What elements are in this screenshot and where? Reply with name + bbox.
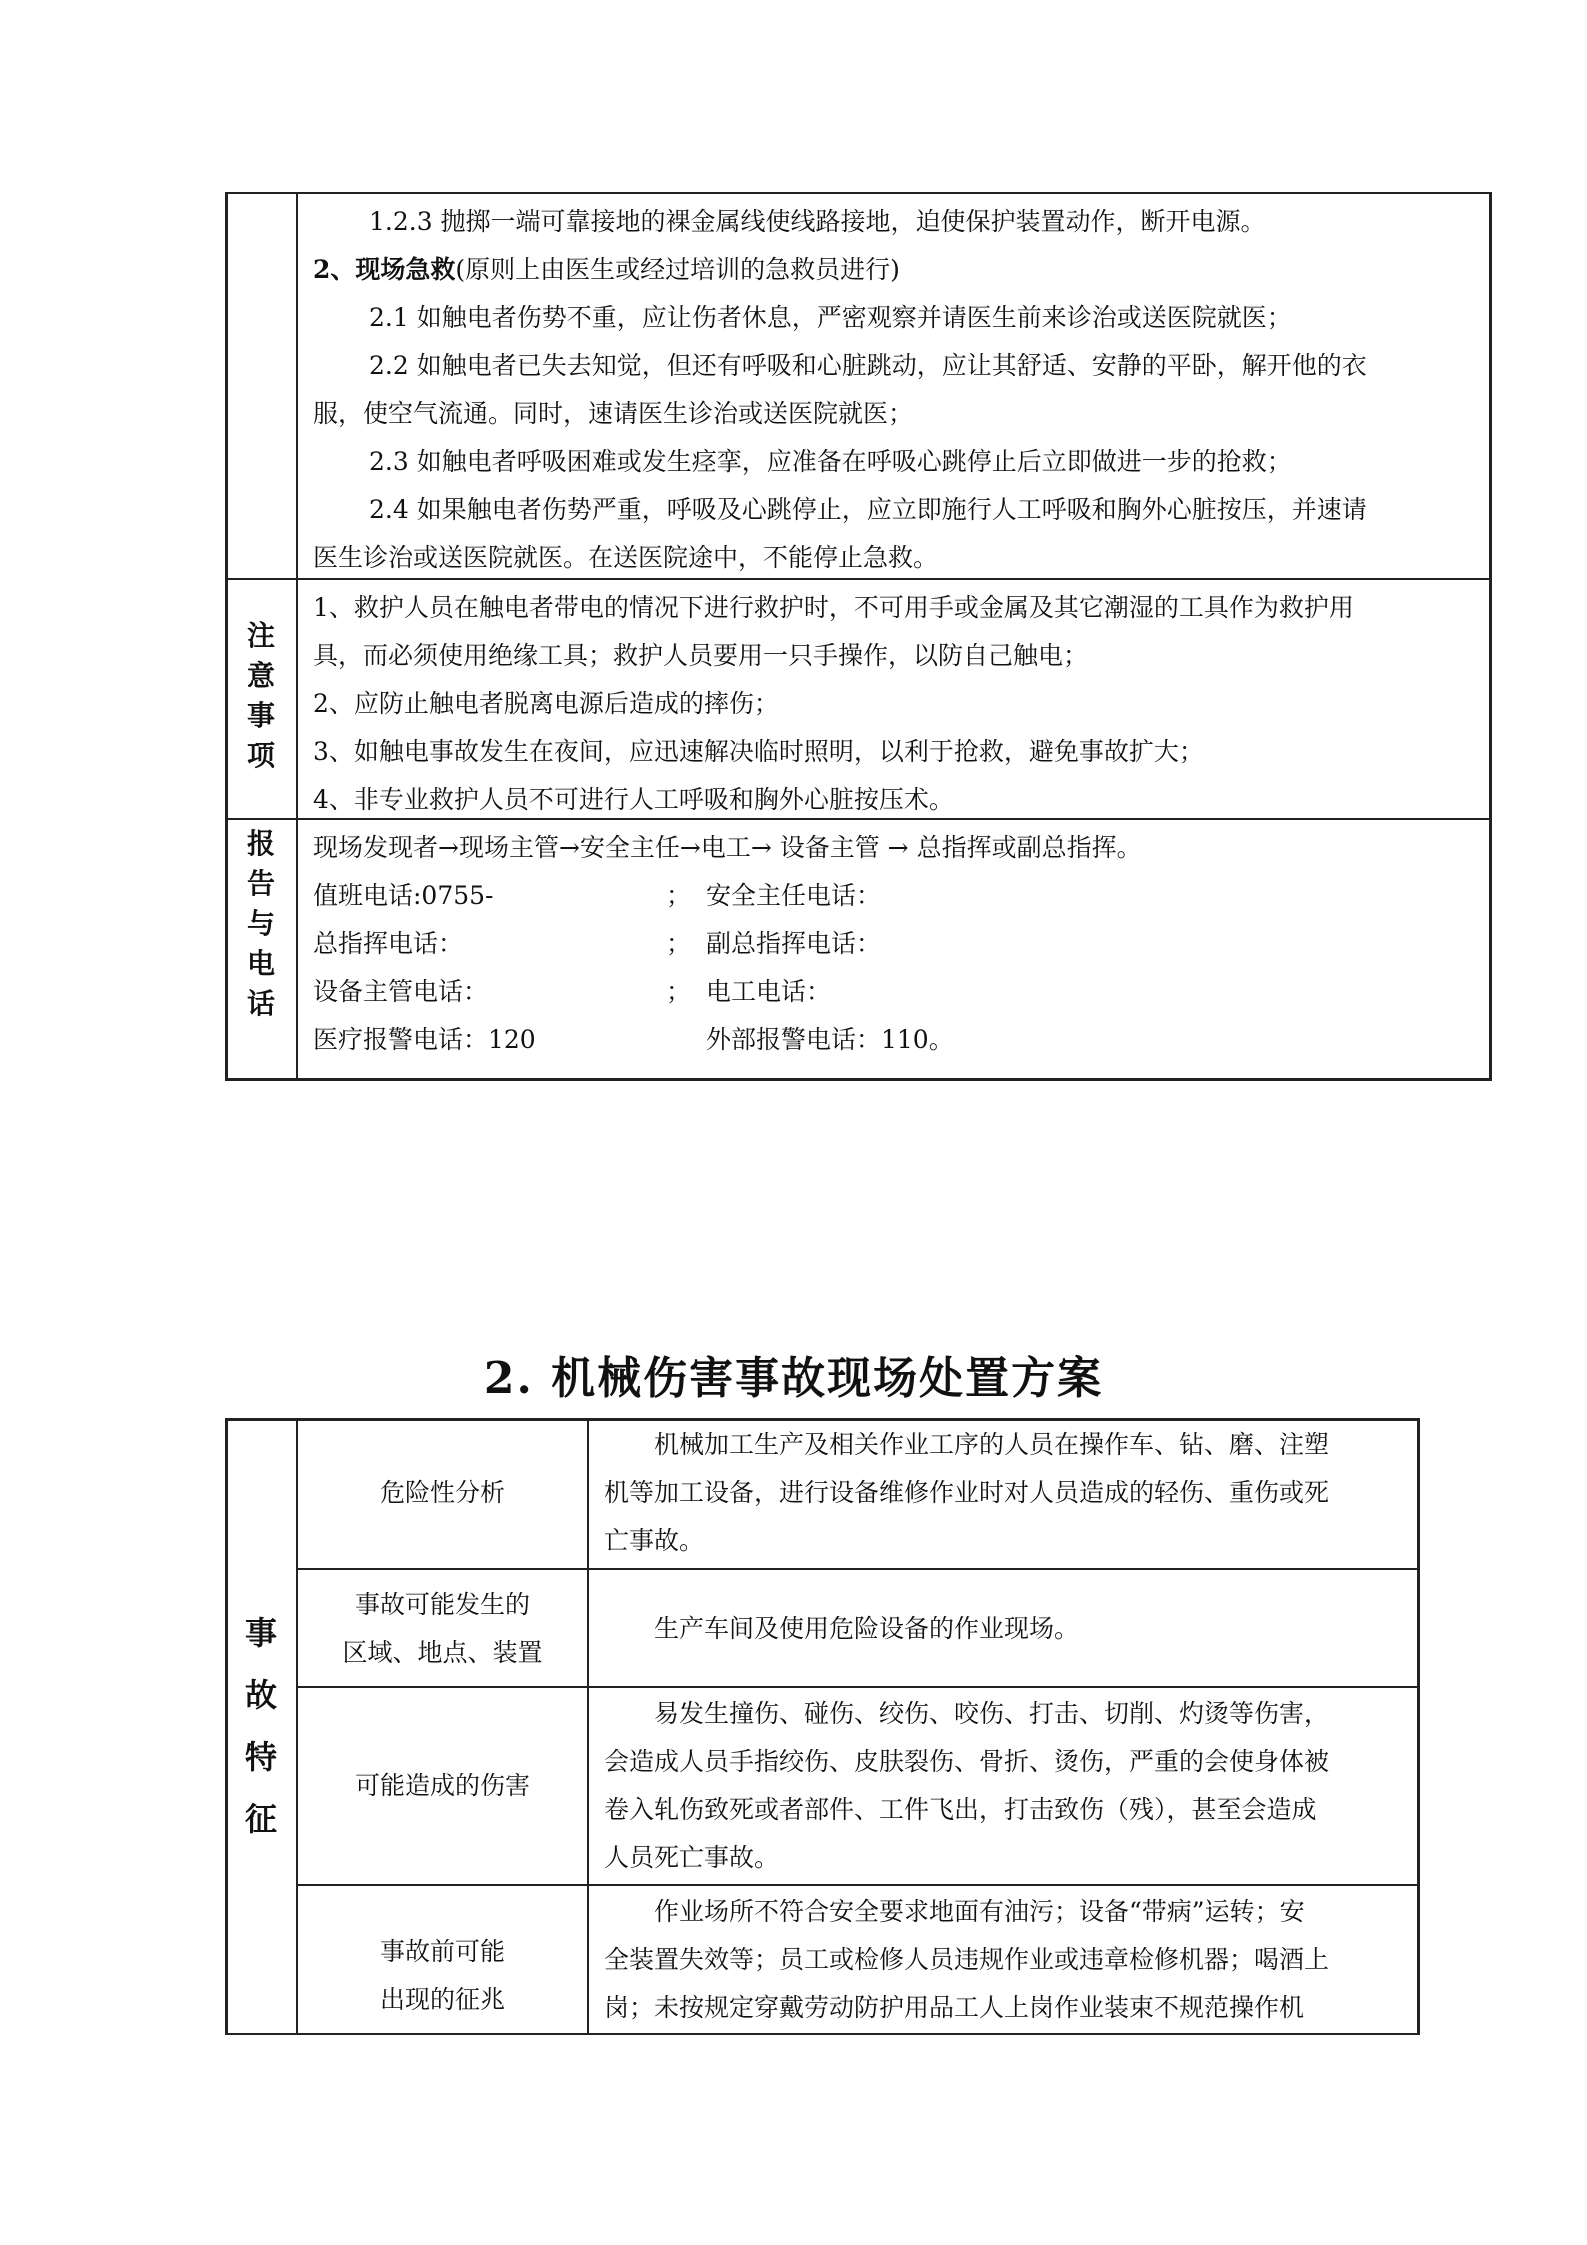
phone-right: 外部报警电话：110。 <box>706 1025 954 1054</box>
phone-row <box>313 872 1483 920</box>
possible-injury-content <box>604 1690 1414 1882</box>
phone-row <box>313 968 1483 1016</box>
content-line: 作业场所不符合安全要求地面有油污；设备“带病”运转；安 <box>654 1897 1305 1926</box>
hazard-analysis-label: 危险性分析 <box>379 1478 505 1507</box>
notes-label <box>241 616 281 776</box>
notes-cell <box>313 584 1483 818</box>
notes-label-char: 意 <box>246 659 275 692</box>
phone-left: 设备主管电话： <box>313 977 489 1006</box>
table-divider <box>296 1884 1420 1886</box>
report-label-char: 告 <box>246 867 275 900</box>
content-line: 机械加工生产及相关作业工序的人员在操作车、钻、磨、注塑 <box>654 1430 1330 1459</box>
content-line: 岗；未按规定穿戴劳动防护用品工人上岗作业装束不规范操作机 <box>604 1993 1305 2022</box>
accident-location-label <box>298 1581 587 1677</box>
content-line: 会造成人员手指绞伤、皮肤裂伤、骨折、烫伤，严重的会使身体被 <box>604 1747 1330 1776</box>
phone-right: 安全主任电话： <box>706 881 882 910</box>
warning-signs-content <box>604 1888 1414 2032</box>
note-1-cont: 具，而必须使用绝缘工具；救护人员要用一只手操作，以防自己触电； <box>313 641 1089 670</box>
phone-right: 副总指挥电话： <box>706 929 882 958</box>
content-line: 机等加工设备，进行设备维修作业时对人员造成的轻伤、重伤或死 <box>604 1478 1330 1507</box>
note-3: 3、如触电事故发生在夜间，应迅速解决临时照明，以利于抢救，避免事故扩大； <box>313 737 1204 766</box>
phone-right: 电工电话： <box>706 977 832 1006</box>
table-border-bottom <box>225 2033 1420 2035</box>
content-line: 亡事故。 <box>604 1526 705 1555</box>
step-1-2-3: 1.2.3 抛掷一端可靠接地的裸金属线使线路接地，迫使保护装置动作，断开电源。 <box>369 207 1266 236</box>
first-aid-heading <box>313 246 900 294</box>
warning-signs-label <box>298 1928 587 2024</box>
step-2-4: 2.4 如果触电者伤势严重，呼吸及心跳停止，应立即施行人工呼吸和胸外心脏按压，并速请 <box>369 495 1367 524</box>
notes-label-char: 注 <box>246 619 275 652</box>
report-label <box>241 824 281 1024</box>
table-column-divider <box>296 192 298 1081</box>
content-line: 人员死亡事故。 <box>604 1843 780 1872</box>
first-aid-heading-note: (原则上由医生或经过培训的急救员进行) <box>455 255 900 284</box>
step-2-4-cont: 医生诊治或送医院就医。在送医院途中，不能停止急救。 <box>313 543 939 572</box>
possible-injury-label: 可能造成的伤害 <box>354 1771 530 1800</box>
phone-left: 医疗报警电话：120 <box>313 1025 536 1054</box>
note-2: 2、应防止触电者脱离电源后造成的摔伤； <box>313 689 779 718</box>
phone-left: 值班电话:0755- <box>313 881 494 910</box>
hazard-analysis-content <box>604 1421 1414 1565</box>
report-label-char: 电 <box>246 947 275 980</box>
table-border-bottom <box>225 1078 1492 1081</box>
report-label-char: 与 <box>246 907 275 940</box>
content-line: 卷入轧伤致死或者部件、工件飞出，打击致伤（残），甚至会造成 <box>604 1795 1317 1824</box>
content-line: 全装置失效等；员工或检修人员违规作业或违章检修机器；喝酒上 <box>604 1945 1330 1974</box>
step-2-2-cont: 服，使空气流通。同时，速请医生诊治或送医院就医； <box>313 399 914 428</box>
features-label-char: 故 <box>244 1676 277 1714</box>
first-aid-heading-title: 2、现场急救 <box>313 255 456 284</box>
phone-row <box>313 920 1483 968</box>
accident-features-label <box>239 1602 283 1850</box>
content-line: 易发生撞伤、碰伤、绞伤、咬伤、打击、切削、灼烫等伤害， <box>654 1699 1330 1728</box>
phone-separator: ； <box>666 977 692 1006</box>
label-line: 事故可能发生的 <box>354 1590 530 1619</box>
step-2-2: 2.2 如触电者已失去知觉，但还有呼吸和心脏跳动，应让其舒适、安静的平卧，解开他的衣 <box>369 351 1367 380</box>
report-cell <box>313 824 1483 1074</box>
rescue-steps-cell <box>313 198 1483 578</box>
label-line: 事故前可能 <box>379 1937 505 1966</box>
features-label-char: 征 <box>244 1800 277 1838</box>
features-label-char: 事 <box>244 1614 277 1652</box>
accident-location-content <box>604 1605 1414 1653</box>
table-border-right <box>1489 192 1492 1081</box>
phone-left: 总指挥电话： <box>313 929 464 958</box>
table-border-right <box>1417 1418 1420 2035</box>
table-border-left <box>225 192 228 1081</box>
table-divider <box>296 1568 1420 1570</box>
content-line: 生产车间及使用危险设备的作业现场。 <box>654 1614 1080 1643</box>
report-label-char: 话 <box>246 987 275 1020</box>
step-2-3: 2.3 如触电者呼吸困难或发生痉挛，应准备在呼吸心跳停止后立即做进一步的抢救； <box>369 447 1292 476</box>
phone-row <box>313 1016 1483 1064</box>
note-1: 1、救护人员在触电者带电的情况下进行救护时，不可用手或金属及其它潮湿的工具作为救护用 <box>313 593 1354 622</box>
table-border-left <box>225 1418 228 2035</box>
report-chain: 现场发现者→现场主管→安全主任→电工→ 设备主管 → 总指挥或副总指挥。 <box>313 833 1142 862</box>
phone-separator: ； <box>666 929 692 958</box>
table-border-top <box>225 192 1492 194</box>
note-4: 4、非专业救护人员不可进行人工呼吸和胸外心脏按压术。 <box>313 785 954 814</box>
section-title: 2. 机械伤害事故现场处置方案 <box>483 1353 1104 1404</box>
step-2-1: 2.1 如触电者伤势不重，应让伤者休息，严密观察并请医生前来诊治或送医院就医； <box>369 303 1292 332</box>
features-label-char: 特 <box>244 1738 277 1776</box>
notes-label-char: 事 <box>246 699 275 732</box>
notes-label-char: 项 <box>246 739 275 772</box>
label-line: 区域、地点、装置 <box>342 1638 543 1667</box>
report-label-char: 报 <box>246 827 275 860</box>
table-column-divider <box>587 1418 589 2035</box>
phone-separator: ； <box>666 881 692 910</box>
table-divider <box>296 1686 1420 1688</box>
label-line: 出现的征兆 <box>379 1985 505 2014</box>
